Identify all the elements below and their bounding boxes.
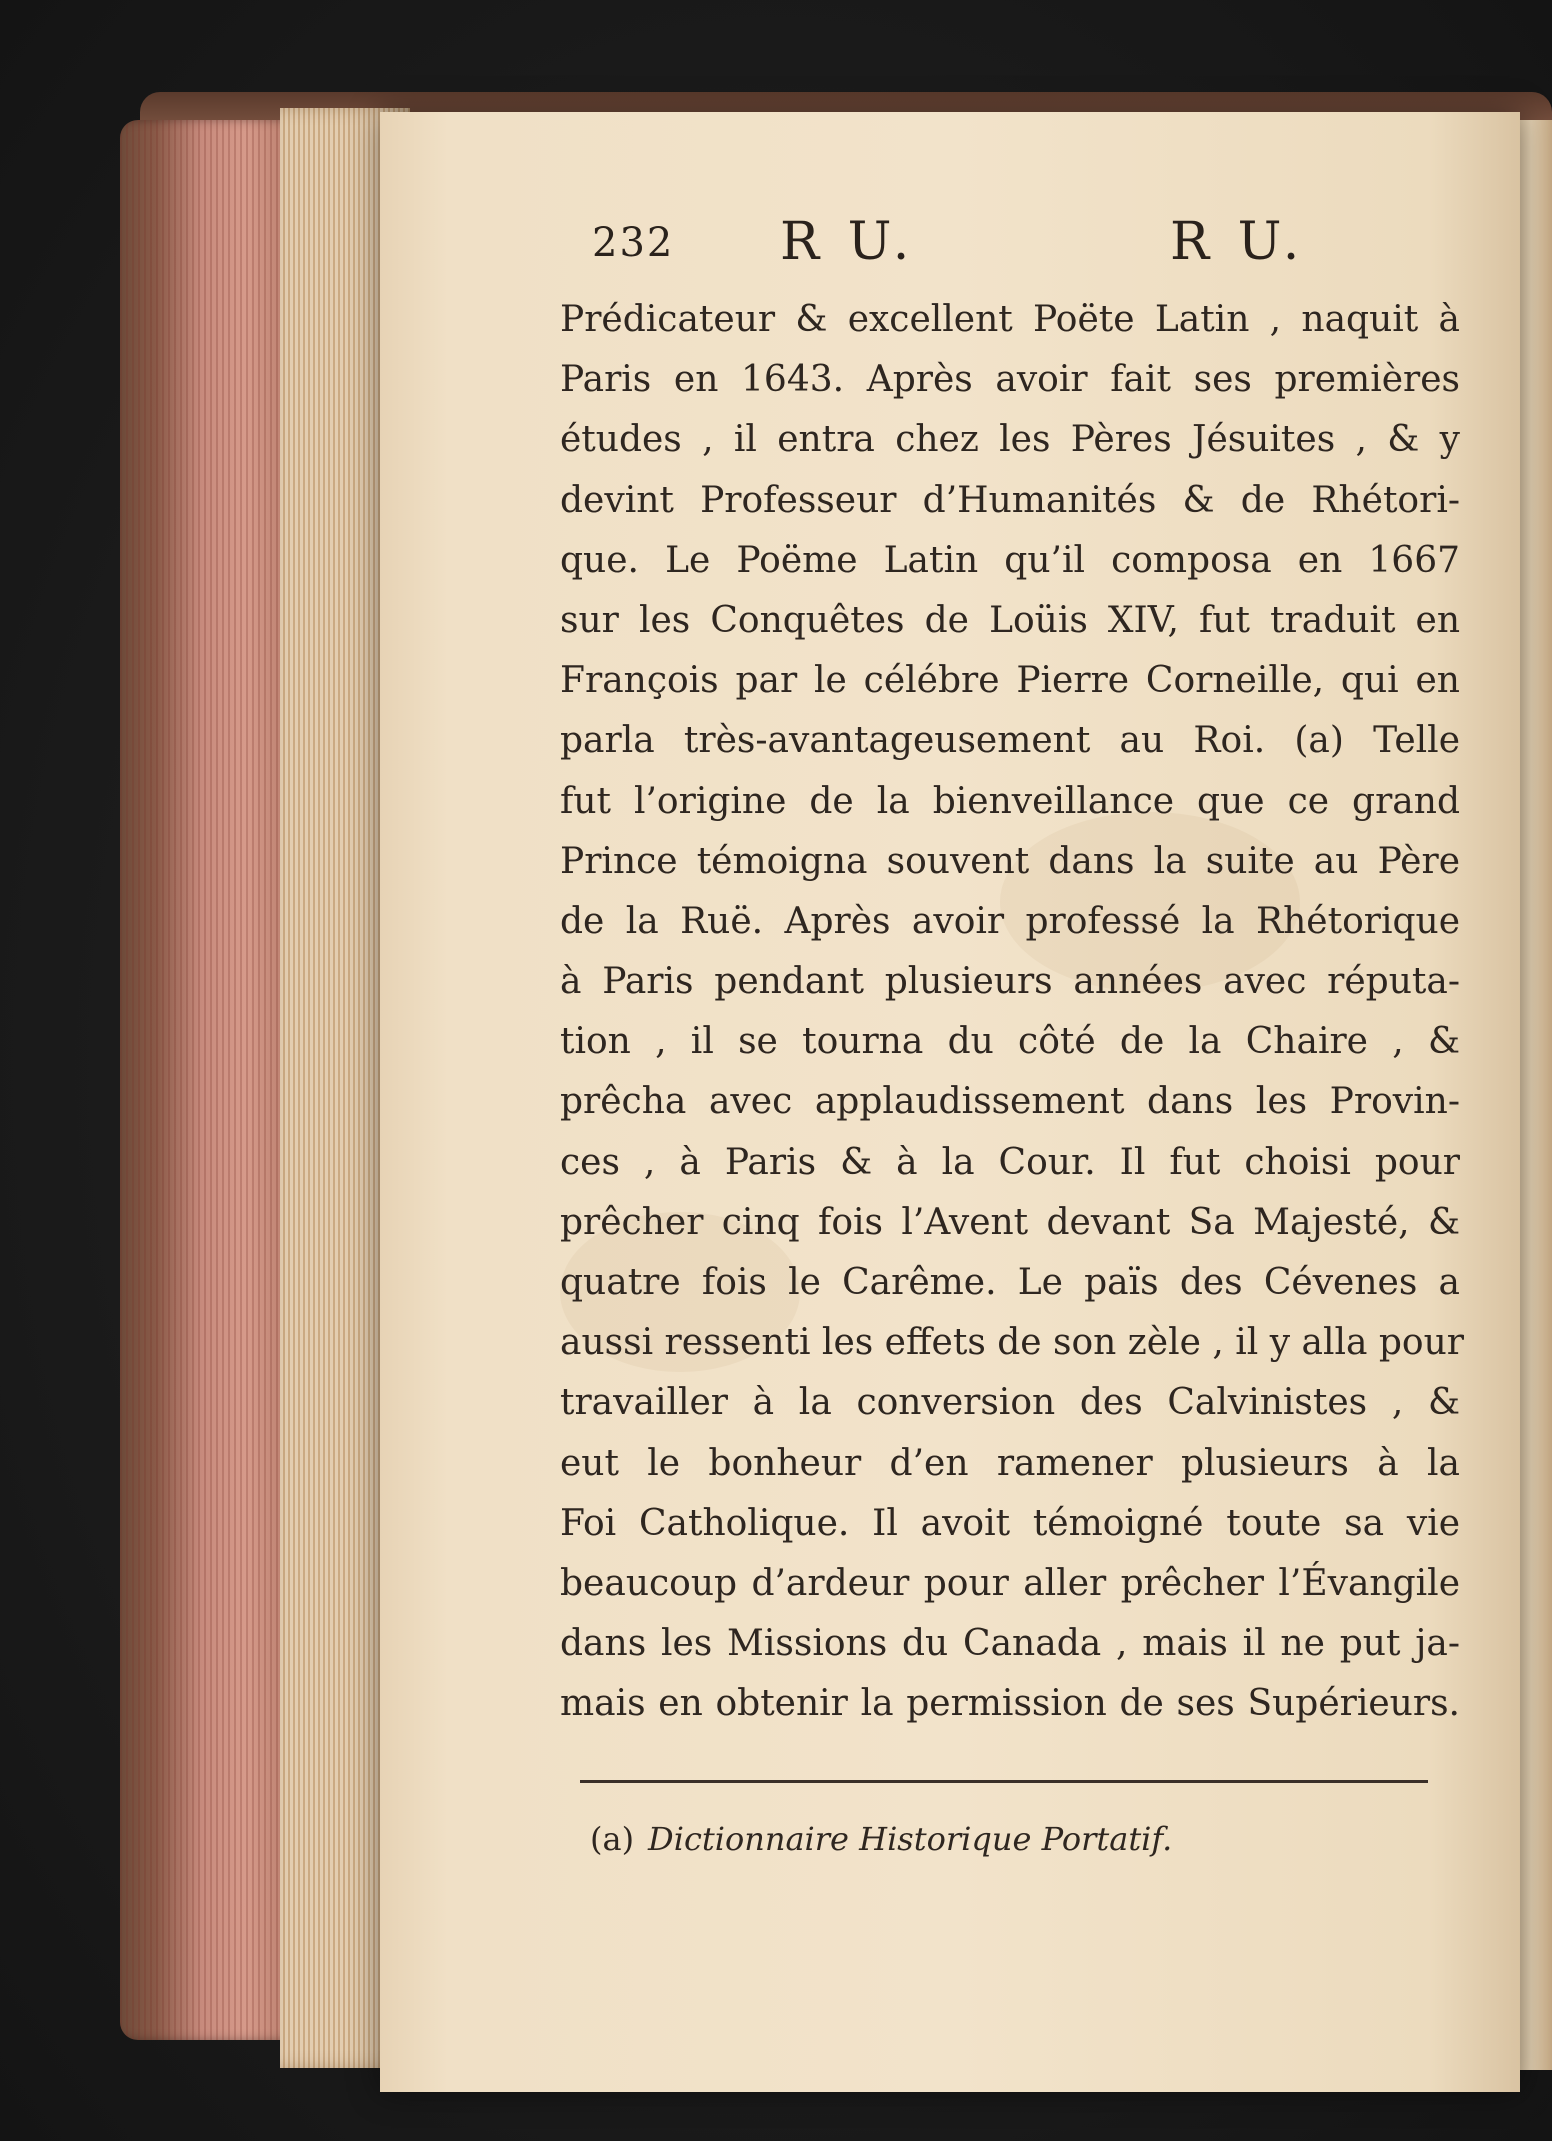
text-line: Prince témoigna souvent dans la suite au Père: [560, 840, 1460, 882]
text-line: prêcher cinq fois l’Avent devant Sa Majesté, &: [560, 1201, 1460, 1243]
text-line: aussi ressenti les effets de son zèle , il y alla pour: [560, 1322, 1464, 1364]
page-header: [592, 212, 1312, 282]
text-line: beaucoup d’ardeur pour aller prêcher l’Évangile: [560, 1562, 1460, 1604]
text-line: tion , il se tourna du côté de la Chaire , &: [560, 1021, 1460, 1063]
running-head-right: R U.: [1170, 212, 1306, 272]
text-line: ces , à Paris & à la Cour. Il fut choisi pour: [560, 1141, 1460, 1183]
footnote-divider: [580, 1780, 1428, 1783]
book-fore-edge: [120, 120, 300, 2040]
text-line: devint Professeur d’Humanités & de Rhétori-: [560, 479, 1460, 521]
text-line: Prédicateur & excellent Poëte Latin , naquit à: [560, 299, 1460, 340]
text-line: fut l’origine de la bienveillance que ce grand: [560, 780, 1460, 822]
text-line: à Paris pendant plusieurs années avec réputa-: [560, 961, 1460, 1003]
running-head-left: R U.: [780, 212, 916, 272]
footnote: [590, 1820, 1172, 1858]
text-line: quatre fois le Carême. Le païs des Cévenes a: [560, 1262, 1460, 1303]
text-line: de la Ruë. Après avoir professé la Rhétorique: [560, 900, 1460, 942]
text-line: études , il entra chez les Pères Jésuites , & y: [560, 419, 1460, 461]
text-line: eut le bonheur d’en ramener plusieurs à la: [560, 1442, 1460, 1484]
text-line: sur les Conquêtes de Loüis XIV, fut traduit en: [560, 599, 1460, 641]
text-line: prêcha avec applaudissement dans les Provin-: [560, 1081, 1460, 1123]
text-line: mais en obtenir la permission de ses Supérieurs.: [560, 1683, 1460, 1725]
text-line: Paris en 1643. Après avoir fait ses premières: [560, 359, 1460, 401]
text-line: que. Le Poëme Latin qu’il composa en 1667: [560, 539, 1460, 581]
text-line: dans les Missions du Canada , mais il ne put ja-: [560, 1623, 1460, 1665]
text-line: François par le célébre Pierre Corneille, qui en: [560, 660, 1460, 702]
text-line: Foi Catholique. Il avoit témoigné toute sa vie: [560, 1502, 1460, 1544]
footnote-text: Dictionnaire Historique Portatif.: [648, 1820, 1173, 1858]
footnote-marker: (a): [590, 1820, 635, 1858]
body-text: [560, 290, 1464, 1735]
text-line: travailler à la conversion des Calvinistes , &: [560, 1382, 1460, 1424]
text-line: parla très-avantageusement au Roi. (a) Telle: [560, 720, 1460, 762]
page-number: 232: [592, 220, 675, 266]
